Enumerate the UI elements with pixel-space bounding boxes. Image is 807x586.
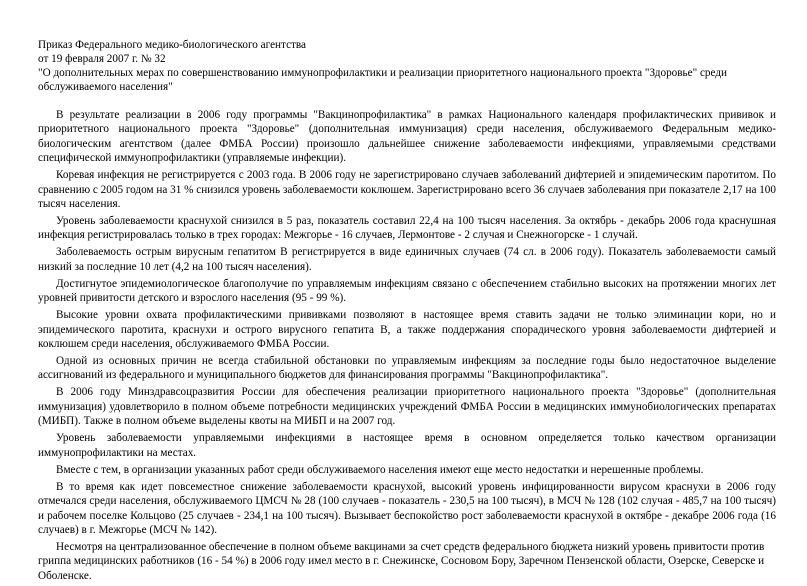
paragraph-rubella-infection: В то время как идет повсеместное снижение заболеваемости краснухой, высокий уровень инфицированности вирусом краснухи в 2006 году отмечался среди населения, обслуживаемого ЦМСЧ № 28 (100 случаев - показатель - 230,5 на 100 тысяч), в МСЧ № 128 (102 случая - 485,7 на 100 тысяч) и рабочем поселке Кольцово (25 случаев - 234,1 на 100 тысяч). Вызывает беспокойство рост заболеваемости краснухой в октябре - декабре 2006 года (16 случаев) в г. Межгорье (МСЧ № 142). <box>38 480 776 536</box>
paragraph-measles: Коревая инфекция не регистрируется с 2003 года. В 2006 году не зарегистрировано случаев заболеваний дифтерией и эпидемическим паротитом. По сравнению с 2005 годом на 31 % снизился уровень заболеваемости коклюшем. Зарегистрировано всего 36 случаев заболевания при показателе 2,17 на 100 тысяч населения. <box>38 169 776 211</box>
document-header <box>38 38 776 94</box>
paragraph-vaccination-coverage: Высокие уровни охвата профилактическими прививками позволяют в настоящее время ставить задачи не только элиминации кори, но и эпидемического паротита, краснухи и острого вирусного гепатита В, а также поддержания спорадического уровня заболеваемости дифтерией и коклюшем среди населения, обслуживаемого ФМБА России. <box>38 309 776 351</box>
paragraph-epidemiological-wellbeing: Достигнутое эпидемиологическое благополучие по управляемым инфекциям связано с обеспечением стабильно высоких на протяжении многих лет уровней привитости детского и взрослого населения (95 - 99 %). <box>38 277 776 305</box>
order-title: "О дополнительных мерах по совершенствованию иммунопрофилактики и реализации приоритетного национального проекта "Здоровье" среди обслуживаемого населения" <box>38 67 728 93</box>
paragraph-rubella: Уровень заболеваемости краснухой снизился в 5 раз, показатель составил 22,4 на 100 тысяч населения. За октябрь - декабрь 2006 года краснушная инфекция регистрировалась только в трех городах: Межгорье - 16 случаев, Лермонтове - 2 случая и Снежногорске - 1 случай. <box>38 215 776 242</box>
document-body <box>38 108 776 583</box>
paragraph-morbidity-level: Уровень заболеваемости управляемыми инфекциями в настоящее время в основном определяется только качеством организации иммунопрофилактики на местах. <box>38 432 776 459</box>
paragraph-hepatitis-b: Заболеваемость острым вирусным гепатитом В регистрируется в виде единичных случаев (74 сл. в 2006 году). Показатель заболеваемости самый низкий за последние 10 лет (4,2 на 100 тысяч населения). <box>38 246 776 273</box>
paragraph-shortcomings: Вместе с тем, в организации указанных работ среди обслуживаемого населения имеют еще место недостатки и нерешенные проблемы. <box>56 463 704 476</box>
order-issuer: Приказ Федерального медико-биологического агентства <box>38 39 307 51</box>
paragraph-results-2006: В результате реализации в 2006 году программы "Вакцинопрофилактика" в рамках Национального календаря профилактических прививок и приоритетного национального проекта "Здоровье" (дополнительная иммунизация) среди населения, обслуживаемого Федеральным медико-биологическим агентством (далее ФМБА России) произошло дальнейшее снижение заболеваемости инфекциями, управляемыми средствами специфической иммунопрофилактики (управляемые инфекции). <box>38 109 776 165</box>
order-date-number: от 19 февраля 2007 г. № 32 <box>38 53 166 65</box>
paragraph-funding-causes: Одной из основных причин не всегда стабильной обстановки по управляемым инфекциям за последние годы было недостаточное выделение ассигнований из федерального и муниципального бюджетов для финансирования программы "Вакцинопрофилактика". <box>38 355 776 382</box>
paragraph-influenza-vaccination: Несмотря на централизованное обеспечение в полном объеме вакцинами за счет средств федерального бюджета низкий уровень привитости против гриппа медицинских работников (16 - 54 %) в 2006 году имел место в г. Снежинске, Сосновом Бору, Заречном Пензенской области, Озерске, Северске и Оболенске. <box>38 540 765 582</box>
document-page <box>38 38 776 586</box>
paragraph-ministry-2006: В 2006 году Минздравсоцразвития России для обеспечения реализации приоритетного национального проекта "Здоровье" (дополнительная иммунизация) удовлетворило в полном объеме потребности медицинских учреждений ФМБА России в медицинских иммунобиологических препаратах (МИБП). Также в полном объеме выделены квоты на МИБП и на 2007 год. <box>38 386 776 428</box>
